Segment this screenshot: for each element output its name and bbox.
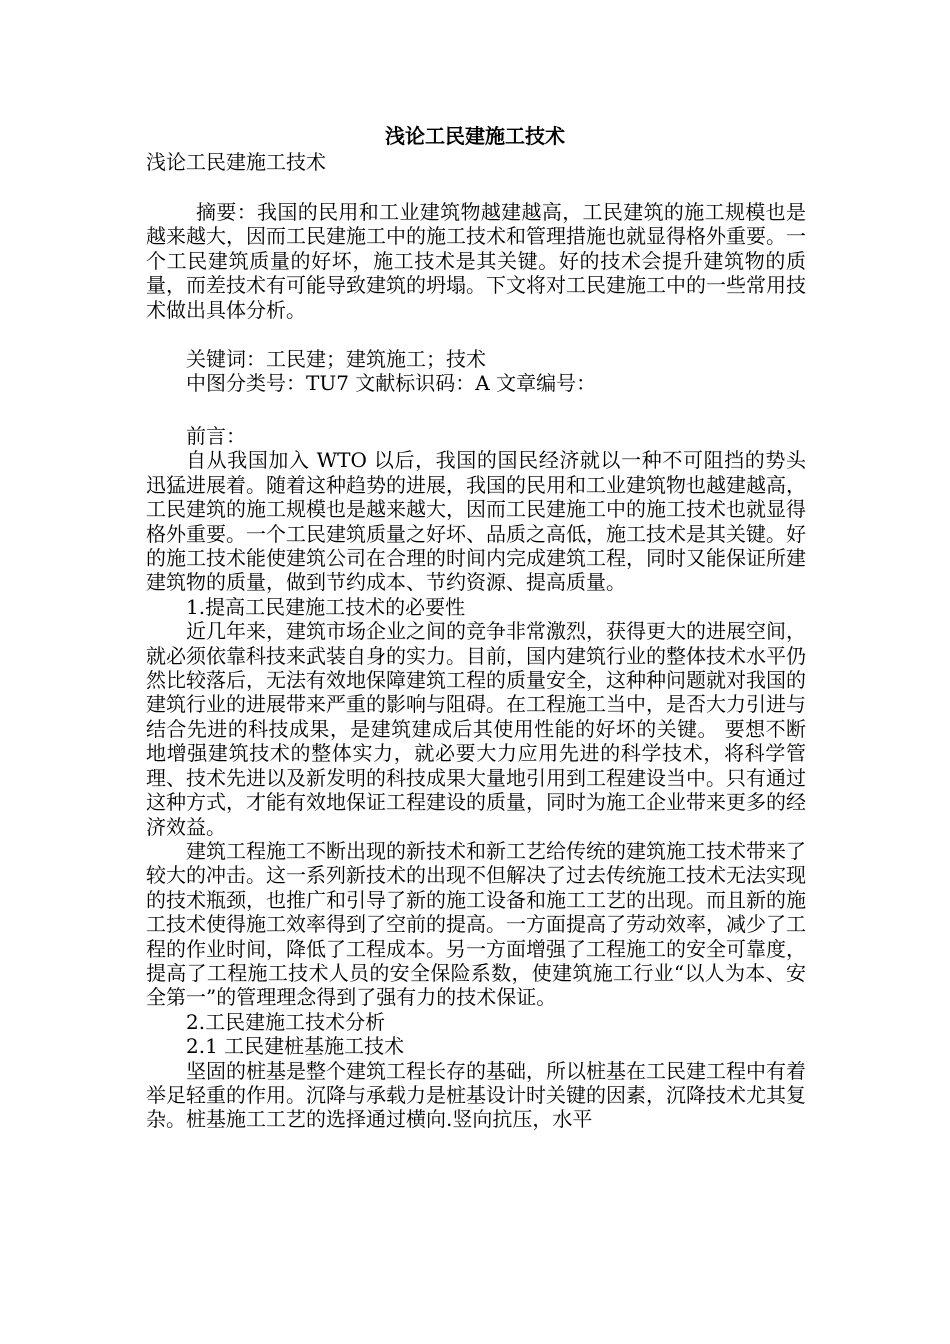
document-subtitle: 浅论工民建施工技术 [146,150,326,174]
section-2-heading: 2.工民建施工技术分析 [186,1009,386,1034]
preface-label: 前言： [186,424,246,448]
section-1-paragraph-1: 近几年来，建筑市场企业之间的竞争非常激烈，获得更大的进展空间，就必须依靠科技来武装自身的实力。目前，国内建筑行业的整体技术水平仍然比较落后，无法有效地保障建筑工程的质量安全，这种种问题就对我国的建筑行业的进展带来严重的影响与阻碍。在工程施工当中，是否大力引进与结合先进的科技成果，是建筑建成后其使用性能的好坏的关键。 要想不断地增强建筑技术的整体实力，就必要大力应用先进的科学技术，将科学管理、技术先进以及新发明的科技成果大量地引用到工程建设当中。只有通过这种方式，才能有效地保证工程建设的质量，同时为施工企业带来更多的经济效益。 [146,619,806,839]
abstract-paragraph: 摘要：我国的民用和工业建筑物越建越高，工民建筑的施工规模也是越来越大，因而工民建施工中的施工技术和管理措施也就显得格外重要。一个工民建筑质量的好坏，施工技术是其关键。好的技术会提升建筑物的质量，而差技术有可能导致建筑的坍塌。下文将对工民建施工中的一些常用技术做出具体分析。 [146,200,806,322]
abstract-block [146,200,806,322]
section-1-heading: 1.提高工民建施工技术的必要性 [186,594,466,619]
classification-line: 中图分类号：TU7 文献标识码：A 文章编号： [186,371,597,396]
section-2-1-heading: 2.1 工民建桩基施工技术 [186,1034,405,1059]
section-1-paragraph-2: 建筑工程施工不断出现的新技术和新工艺给传统的建筑施工技术带来了较大的冲击。这一系列新技术的出现不但解决了过去传统施工技术无法实现的技术瓶颈，也推广和引导了新的施工设备和施工工艺的出现。而且新的施工技术使得施工效率得到了空前的提高。一方面提高了劳动效率，减少了工程的作业时间，降低了工程成本。另一方面增强了工程施工的安全可靠度，提高了工程施工技术人员的安全保险系数，使建筑施工行业“以人为本、安全第一”的管理理念得到了强有力的技术保证。 [146,838,806,1010]
section-2-1-paragraph-1: 坚固的桩基是整个建筑工程长存的基础，所以桩基在工民建工程中有着举足轻重的作用。沉降与承载力是桩基设计时关键的因素，沉降技术尤其复杂。桩基施工工艺的选择通过横向.竖向抗压，水平 [146,1058,806,1132]
preface-paragraph: 自从我国加入 WTO 以后，我国的国民经济就以一种不可阻挡的势头迅猛进展着。随着这种趋势的进展，我国的民用和工业建筑物也越建越高，工民建筑的施工规模也是越来越大，因而工民建施工中的施工技术也就显得格外重要。一个工民建筑质量之好坏、品质之高低，施工技术是其关键。好的施工技术能使建筑公司在合理的时间内完成建筑工程，同时又能保证所建建筑物的质量，做到节约成本、节约资源、提高质量。 [146,448,806,595]
metadata-block [146,347,806,396]
document-title: 浅论工民建施工技术 [385,124,565,148]
keywords-line: 关键词：工民建；建筑施工；技术 [186,347,486,371]
body-block [146,424,806,1132]
